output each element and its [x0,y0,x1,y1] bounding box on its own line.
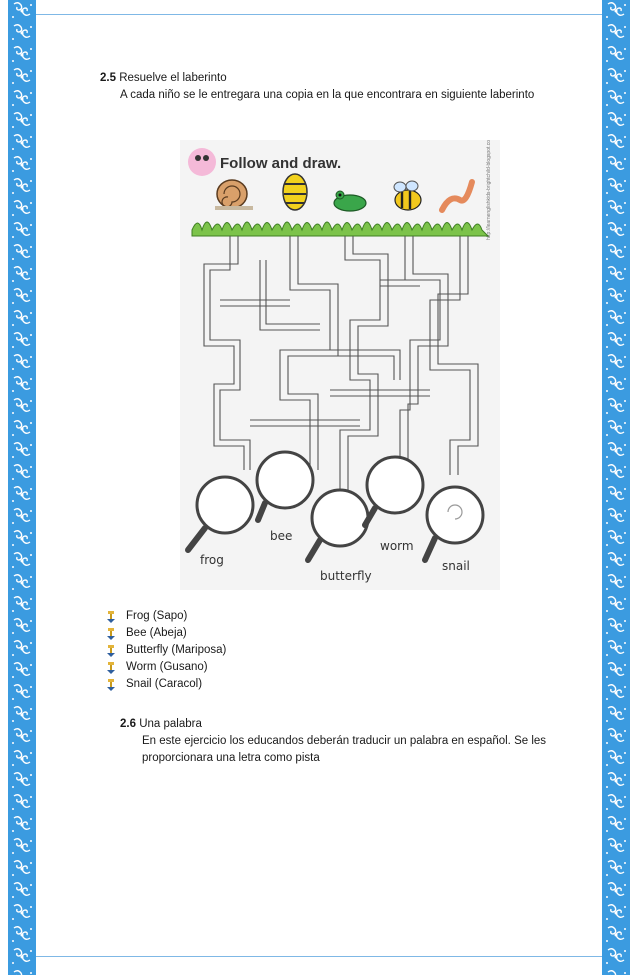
right-border-swirl-pattern [602,0,630,975]
maze-label-worm: worm [380,539,414,553]
top-page-rule [36,14,602,15]
bee-icon [394,181,421,210]
worm-magnifier [367,457,423,513]
list-item-text: Snail (Caracol) [126,678,203,690]
section-2-6-title: Una palabra [139,718,202,730]
list-item-text: Bee (Abeja) [126,627,187,639]
pushpin-bullet-icon [104,610,118,624]
maze-label-frog: frog [200,553,224,567]
section-2-6-body: En este ejercicio los educandos deberán traducir un palabra en español. Se les proporcionara una letra como pista [142,735,547,764]
section-2-6 [120,716,560,767]
header-bubble-icon [188,148,216,176]
left-border-swirl-pattern [8,0,36,975]
list-item [104,625,226,642]
section-2-6-heading [120,716,560,733]
list-item [104,659,226,676]
section-2-5-body: A cada niño se le entregara una copia en la que encontrara en siguiente laberinto [120,89,535,101]
maze-illustration [180,140,500,590]
section-2-5-number: 2.5 [100,72,116,84]
pushpin-bullet-icon [104,627,118,641]
maze-label-butterfly: butterfly [320,569,372,583]
snail-magnifier [427,487,483,543]
bottom-page-rule [36,956,602,957]
pushpin-bullet-icon [104,644,118,658]
list-item-text: Frog (Sapo) [126,610,188,622]
left-page-border [8,0,36,975]
animal-translation-list [104,608,226,693]
list-item-text: Butterfly (Mariposa) [126,644,227,656]
list-item-text: Worm (Gusano) [126,661,208,673]
frog-magnifier [197,477,253,533]
section-2-5 [100,70,560,104]
maze-label-snail: snail [442,559,470,573]
section-2-5-title: Resuelve el laberinto [119,72,227,84]
list-item [104,676,226,693]
pushpin-bullet-icon [104,678,118,692]
pushpin-bullet-icon [104,661,118,675]
bee-cocoon-icon [283,174,307,210]
maze-header-text: Follow and draw. [220,155,342,172]
bee-magnifier [257,452,313,508]
section-2-5-heading [100,70,560,87]
list-item [104,642,226,659]
right-page-border [602,0,630,975]
list-item [104,608,226,625]
maze-worksheet-image [180,140,500,590]
maze-side-url: http://learnenglishkids-brightchild-blogspot.com/ [486,140,492,240]
maze-label-bee: bee [270,529,293,543]
section-2-6-number: 2.6 [120,718,136,730]
